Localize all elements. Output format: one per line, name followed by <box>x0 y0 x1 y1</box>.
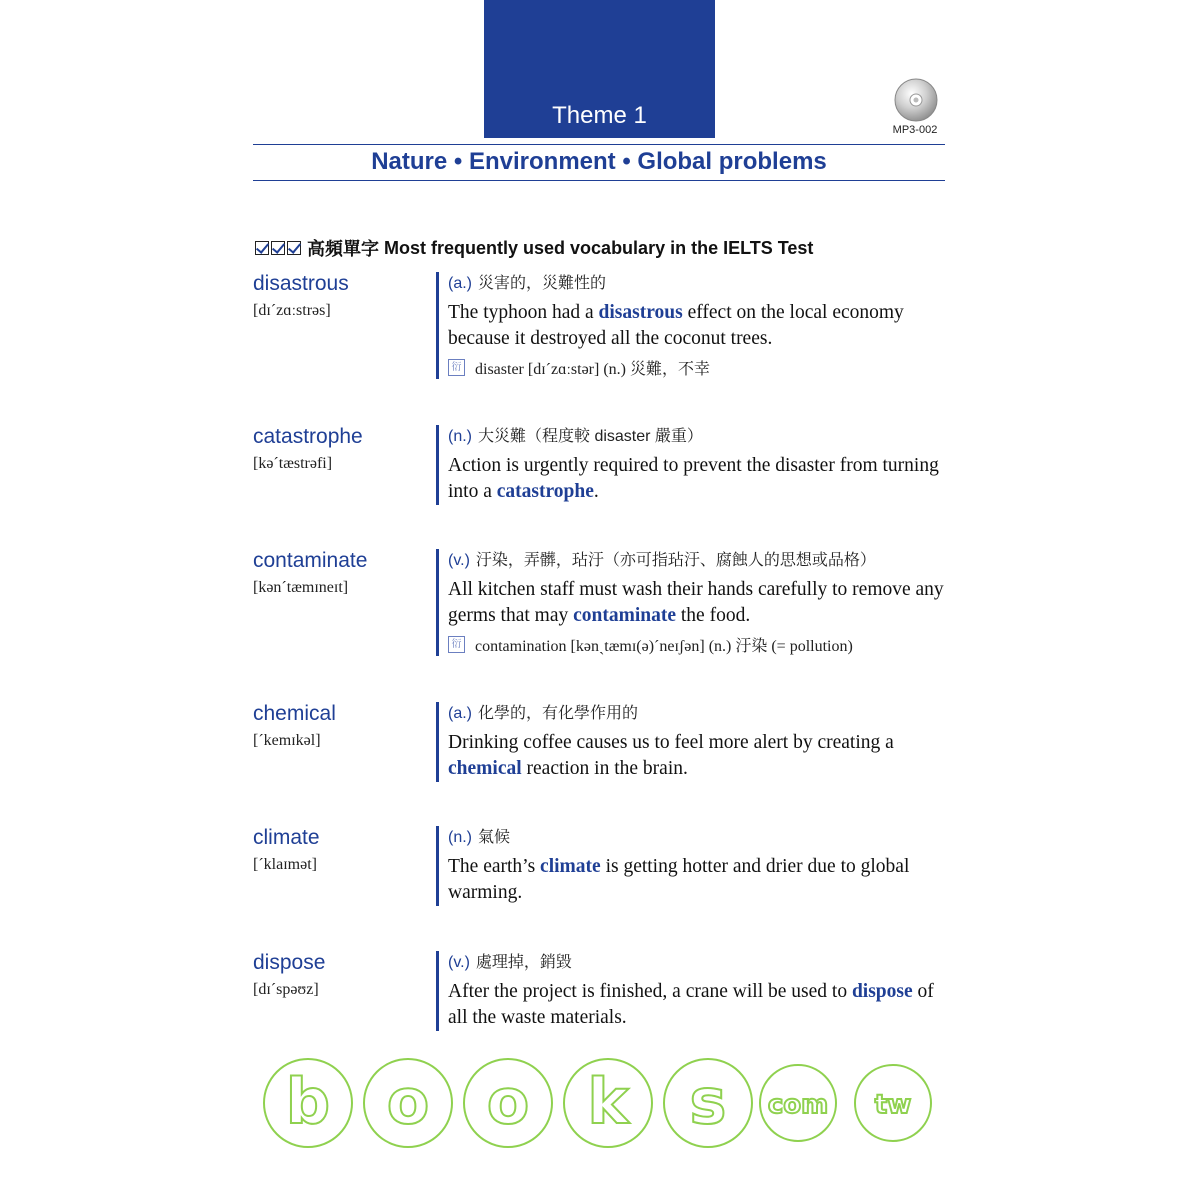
part-of-speech: (a.) <box>448 275 472 292</box>
meaning-zh: 處理掉，銷毀 <box>475 954 572 971</box>
headword: catastrophe <box>253 425 363 448</box>
example-sentence: Drinking coffee causes us to feel more alert by creating a chemical reaction in the brain. <box>448 732 894 779</box>
derivative-icon: 衍 <box>448 359 465 376</box>
watermark-letter: b <box>285 1065 331 1138</box>
highlighted-word: climate <box>540 856 601 877</box>
phonetic: [kəˊtæstrəfi] <box>253 455 333 472</box>
watermark-letter: tw <box>874 1090 912 1120</box>
derivative-text: contamination [kənˏtæmɪ(ə)ˊneɪʃən] (n.) 汙染 (= pollution) <box>475 638 853 655</box>
part-of-speech: (v.) <box>448 954 470 971</box>
phonetic: [dɪˊspəʊz] <box>253 981 319 998</box>
section-heading-zh: 高頻單字 <box>307 239 379 259</box>
part-of-speech: (n.) <box>448 428 472 445</box>
derivative <box>448 633 953 656</box>
definition-block <box>436 425 953 505</box>
checkbox-icons <box>255 241 301 255</box>
highlighted-word: dispose <box>851 981 913 1002</box>
highlighted-word: disastrous <box>598 302 683 323</box>
checkbox-icon <box>255 241 269 255</box>
part-of-speech: (v.) <box>448 552 470 569</box>
definition-block <box>436 702 953 782</box>
checkbox-icon <box>271 241 285 255</box>
highlighted-word: catastrophe <box>496 481 594 502</box>
theme-label: Theme 1 <box>552 102 647 129</box>
watermark-letter: k <box>587 1065 629 1138</box>
headword: contaminate <box>253 549 368 572</box>
highlighted-word: contaminate <box>573 605 676 626</box>
headword: disastrous <box>253 272 349 295</box>
phonetic: [dɪˊzɑːstrəs] <box>253 302 331 319</box>
part-of-speech: (a.) <box>448 705 472 722</box>
definition-block <box>436 272 953 379</box>
phonetic: [ˊkemɪkəl] <box>253 732 321 749</box>
highlighted-word: chemical <box>448 758 522 779</box>
derivative <box>448 356 953 379</box>
part-of-speech: (n.) <box>448 829 472 846</box>
section-heading-en: Most frequently used vocabulary in the IELTS Test <box>384 237 814 258</box>
derivative-text: disaster [dɪˊzɑːstər] (n.) 災難，不幸 <box>475 361 710 378</box>
phonetic: [kənˊtæmɪneɪt] <box>253 579 349 596</box>
meaning-zh: 大災難（程度較 disaster 嚴重） <box>478 428 703 445</box>
meaning-zh: 化學的，有化學作用的 <box>478 705 639 722</box>
derivative-icon: 衍 <box>448 636 465 653</box>
example-sentence: The typhoon had a disastrous effect on the local economy because it destroyed all the coconut trees. <box>448 302 904 349</box>
watermark-letter: s <box>689 1065 727 1138</box>
headword: climate <box>253 826 320 849</box>
headword: chemical <box>253 702 336 725</box>
example-sentence: All kitchen staff must wash their hands carefully to remove any germs that may contaminate the food. <box>448 579 944 626</box>
theme-banner <box>484 0 715 138</box>
checkbox-icon <box>287 241 301 255</box>
phonetic: [ˊklaɪmət] <box>253 856 317 873</box>
definition-block <box>436 826 953 906</box>
watermark-letter: o <box>386 1065 430 1138</box>
title-rule-top <box>253 144 945 145</box>
mp3-track-label: MP3-002 <box>892 124 938 136</box>
watermark-letter: com <box>767 1090 829 1120</box>
meaning-zh: 氣候 <box>478 829 511 846</box>
headword: dispose <box>253 951 326 974</box>
meaning-zh: 災害的，災難性的 <box>478 275 607 292</box>
page-title: Nature • Environment • Global problems <box>371 148 827 175</box>
cd-icon <box>894 78 938 122</box>
example-sentence: The earth’s climate is getting hotter and drier due to global warming. <box>448 856 910 903</box>
watermark-logo <box>258 1057 948 1157</box>
definition-block <box>436 951 953 1031</box>
example-sentence: Action is urgently required to prevent the disaster from turning into a catastrophe. <box>448 455 939 502</box>
meaning-zh: 汙染，弄髒，玷汙（亦可指玷汙、腐蝕人的思想或品格） <box>475 552 876 569</box>
title-rule-bottom <box>253 180 945 181</box>
definition-block <box>436 549 953 656</box>
section-heading <box>255 235 813 261</box>
watermark-letter: o <box>486 1065 530 1138</box>
example-sentence: After the project is finished, a crane will be used to dispose of all the waste materials. <box>448 981 934 1028</box>
